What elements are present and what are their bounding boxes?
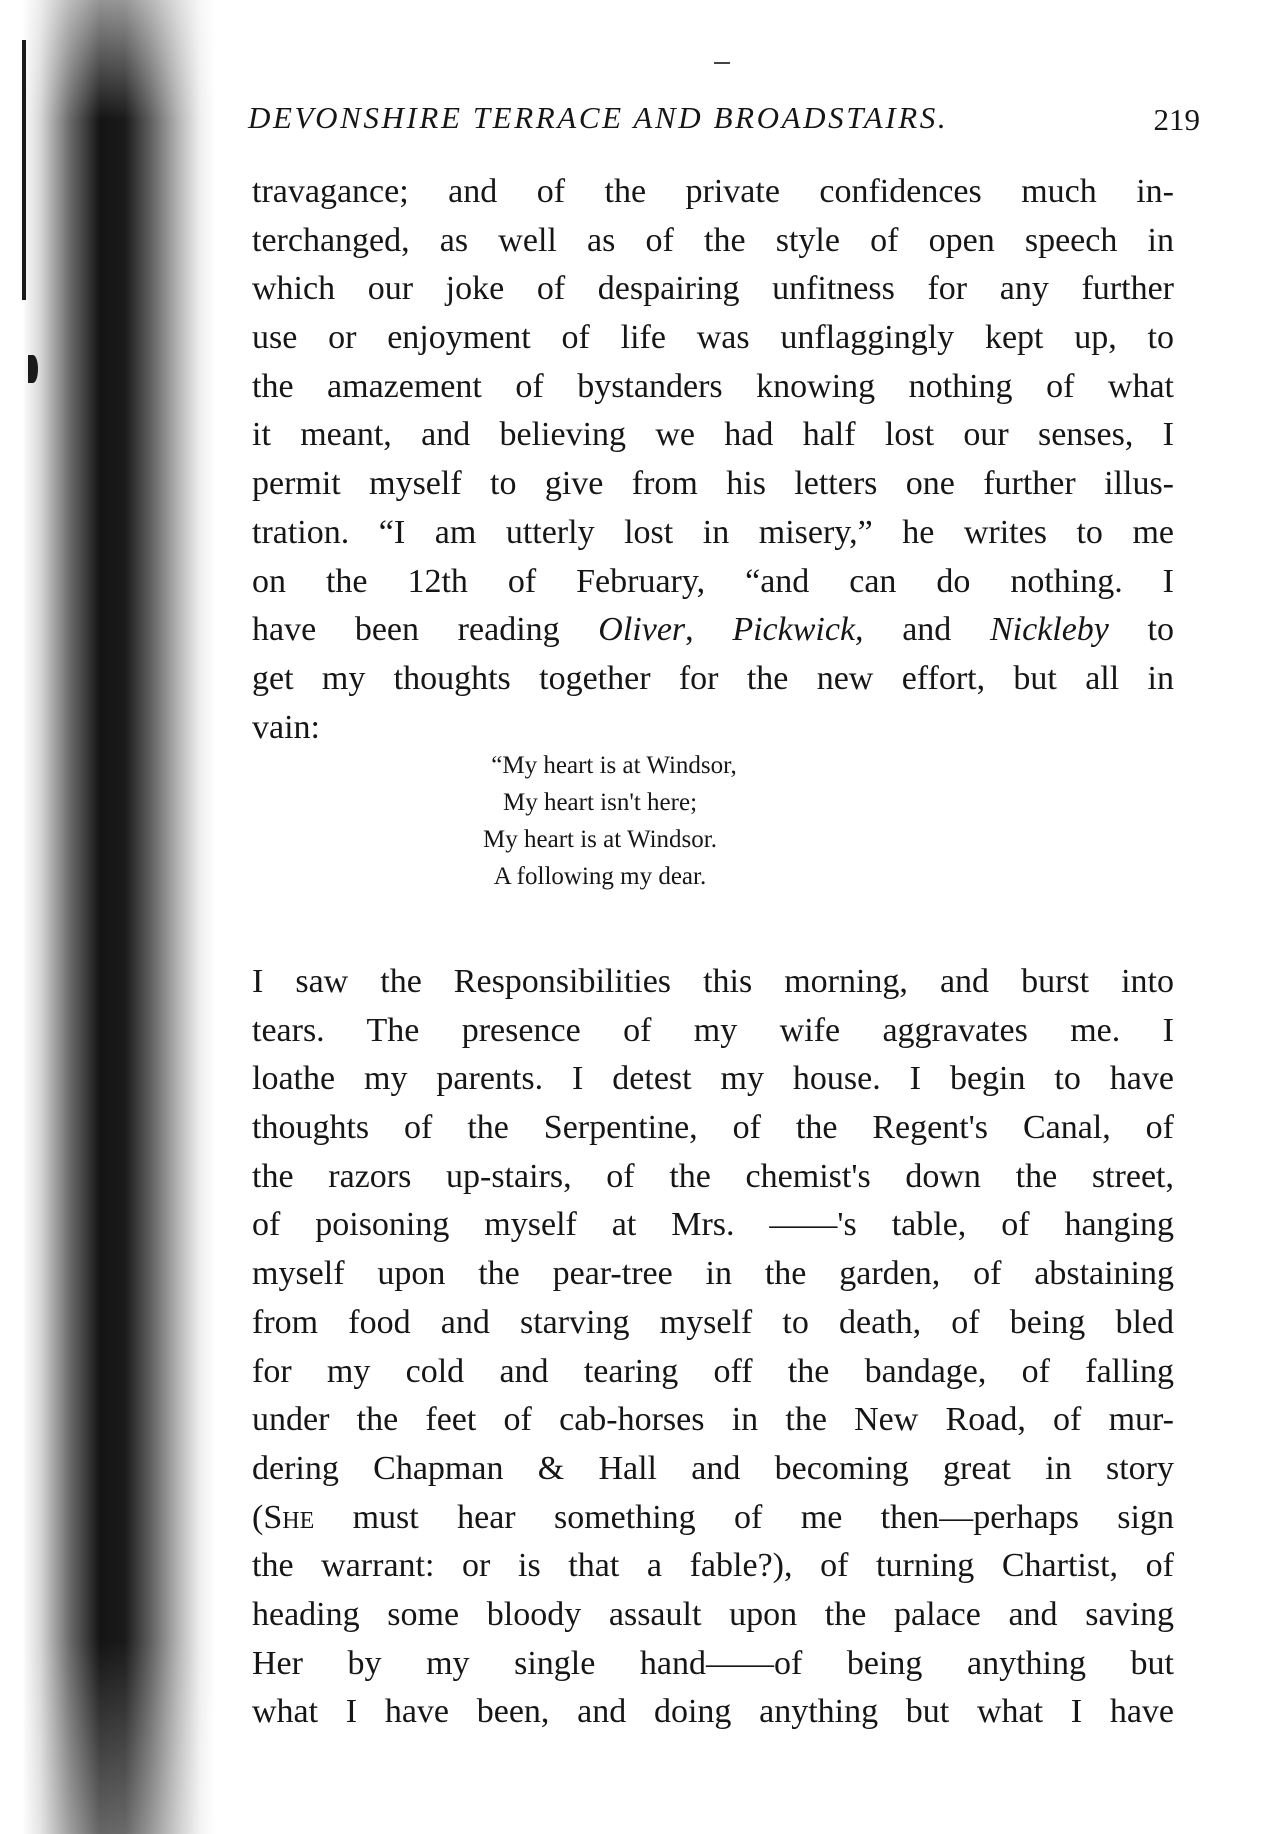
running-head bbox=[248, 100, 1200, 144]
gutter-fade bbox=[0, 0, 230, 1834]
text-line: it meant, and believing we had half lost our senses, I bbox=[252, 416, 1174, 454]
text-line: of poisoning myself at Mrs. ——'s table, of hanging bbox=[252, 1206, 1174, 1244]
small-caps-she: She bbox=[263, 1498, 315, 1536]
text-line: loathe my parents. I detest my house. I begin to have bbox=[252, 1060, 1174, 1098]
text-line: tration. “I am utterly lost in misery,” he writes to me bbox=[252, 513, 1174, 551]
title-nickleby: Nickleby bbox=[989, 611, 1109, 649]
page-number: 219 bbox=[1153, 102, 1200, 137]
verse-line: A following my dear. bbox=[493, 863, 707, 890]
text-line: use or enjoyment of life was unflaggingly kept up, to bbox=[252, 319, 1174, 357]
verse-line: My heart is at Windsor. bbox=[483, 826, 717, 853]
text-fragment: have been reading bbox=[252, 611, 599, 649]
verse-quote bbox=[300, 747, 900, 895]
text-line: the warrant: or is that a fable?), of turning Chartist, of bbox=[252, 1547, 1174, 1585]
text-line: myself upon the pear-tree in the garden, of abstaining bbox=[252, 1255, 1174, 1293]
verse-line: My heart isn't here; bbox=[502, 789, 698, 816]
binding-edge-line bbox=[22, 40, 26, 300]
verse-line: “My heart is at Windsor, bbox=[491, 752, 737, 779]
text-line: permit myself to give from his letters one further illus- bbox=[252, 465, 1174, 503]
binding-edge-mark bbox=[28, 355, 38, 383]
text-line: which our joke of despairing unfitness for any further bbox=[252, 270, 1174, 308]
text-line-small-caps bbox=[252, 1494, 1174, 1543]
text-line: tears. The presence of my wife aggravates me. I bbox=[252, 1011, 1174, 1049]
text-line: heading some bloody assault upon the palace and saving bbox=[252, 1595, 1174, 1633]
text-fragment: and bbox=[863, 611, 990, 649]
text-line: for my cold and tearing off the bandage, of falling bbox=[252, 1352, 1174, 1390]
text-line: the amazement of bystanders knowing nothing of what bbox=[252, 367, 1174, 405]
text-line: travagance; and of the private confidences much in- bbox=[252, 173, 1174, 210]
text-line: Her by my single hand——of being anything but bbox=[252, 1644, 1174, 1682]
text-fragment: ( bbox=[252, 1498, 264, 1536]
text-line: get my thoughts together for the new effort, but all in bbox=[252, 659, 1174, 697]
title-pickwick: Pickwick, bbox=[732, 611, 864, 649]
text-line: thoughts of the Serpentine, of the Regent's Canal, of bbox=[252, 1109, 1174, 1147]
text-line: dering Chapman & Hall and becoming great in story bbox=[252, 1449, 1174, 1487]
title-oliver: Oliver bbox=[598, 611, 686, 649]
text-line: on the 12th of February, “and can do nothing. I bbox=[252, 562, 1174, 600]
top-dash-mark bbox=[714, 62, 730, 64]
text-line: the razors up-stairs, of the chemist's down the street, bbox=[252, 1157, 1174, 1195]
text-fragment: to bbox=[1108, 611, 1174, 649]
running-head-title: DEVONSHIRE TERRACE AND BROADSTAIRS. bbox=[248, 100, 949, 135]
text-line: what I have been, and doing anything but what I have bbox=[252, 1693, 1174, 1731]
text-line: vain: bbox=[252, 708, 320, 746]
text-fragment: must hear something of me then—perhaps sign bbox=[314, 1498, 1174, 1536]
text-line-italic-titles bbox=[252, 606, 1174, 655]
text-fragment: , bbox=[685, 611, 733, 649]
paragraph-one bbox=[252, 168, 1174, 752]
paragraph-two bbox=[252, 958, 1174, 1737]
text-line: terchanged, as well as of the style of open speech in bbox=[252, 221, 1174, 259]
text-line: under the feet of cab-horses in the New Road, of mur- bbox=[252, 1401, 1174, 1439]
text-line: I saw the Responsibilities this morning, and burst into bbox=[252, 963, 1174, 1000]
text-line: from food and starving myself to death, of being bled bbox=[252, 1303, 1174, 1341]
